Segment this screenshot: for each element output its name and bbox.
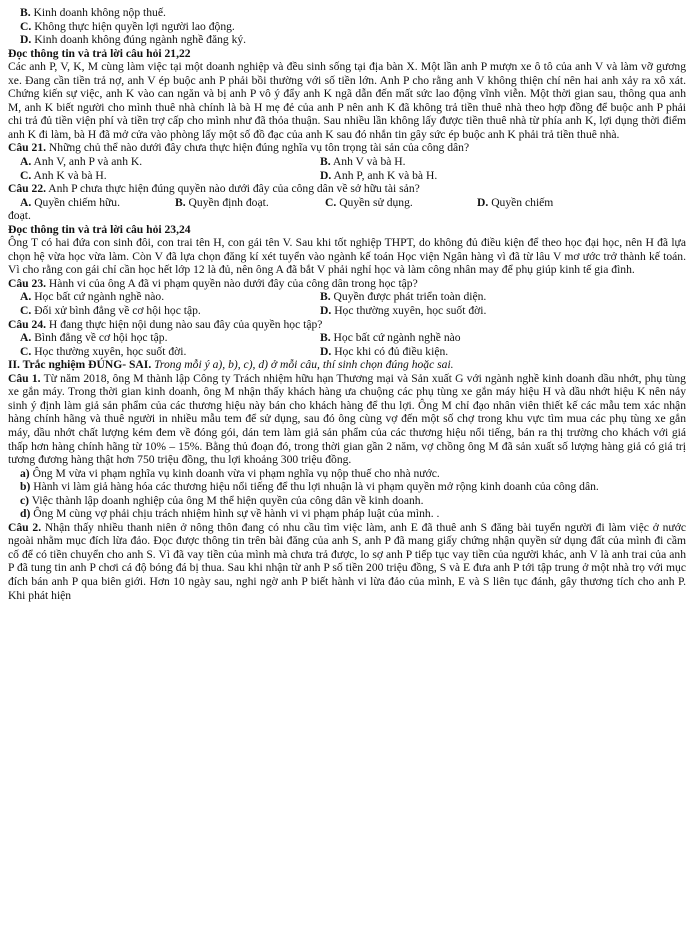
question-24-options-row1 <box>8 331 686 345</box>
option-d: D. Học khi có đủ điều kiện. <box>320 344 449 358</box>
question-23-options-row2 <box>8 304 686 318</box>
option-d: D. Anh P, anh K và bà H. <box>320 168 438 182</box>
tf-item-b: b) Hành vi làm giả hàng hóa các thương hiệu nổi tiếng để thu lợi nhuận là vi phạm quyền mở rộng kinh doanh của công dân. <box>20 480 599 494</box>
option-d-wrap: đoạt. <box>8 209 31 223</box>
option-a: A. Quyền chiếm hữu. <box>20 195 120 209</box>
option-c: C. Đối xử bình đẳng về cơ hội học tập. <box>20 304 201 318</box>
question-23: Câu 23. Hành vi của ông A đã vi phạm quyền nào dưới đây của công dân trong học tập? <box>8 276 418 290</box>
tf-item-c: c) Việc thành lập doanh nghiệp của ông M thể hiện quyền của công dân về kinh doanh. <box>20 493 424 507</box>
passage-21-22: Các anh P, V, K, M cùng làm việc tại một doanh nghiệp và đều sinh sống tại địa bàn X. Một lần anh P mượn xe ô tô của anh V và làm vỡ gương xe. Đang cần tiền trả nợ, anh V ép buộc anh P phải bồi thường với số tiền lớn. Anh P cho rằng anh V không thiện chí nên hai anh xảy ra xô xát. Chứng kiến sự việc, anh K vào can ngăn và bị anh P vô ý đẩy anh K ngã dẫn đến mất sức lao động vĩnh viễn. Một thời gian sau, thông qua anh M, anh K biết người cho mình thuê nhà chính là bà H mẹ đẻ của anh P nên anh K đã không trả tiền thuê nhà theo hợp đồng để buộc anh P phải chi trả đủ tiền viện phí và tiền trợ cấp cho mình như đã thỏa thuận. Sau nhiều lần không lấy được tiền thuê nhà từ phía anh K, lợi dụng thời điểm anh K đi làm, bà H đã mở cửa vào phòng lấy một số đồ đạc của anh K sau đó nhắn tin gây sức ép buộc anh K phải trả tiền thuê nhà. <box>8 60 686 141</box>
tf-question-1: Câu 1. Từ năm 2018, ông M thành lập Công ty Trách nhiệm hữu hạn Thương mại và Sản xuất G với ngành nghề kinh doanh dầu nhớt, phụ tùng xe gắn máy. Trong thời gian kinh doanh, ông M nhận thấy khách hàng ưa chuộng các phụ tùng xe gắn máy hiệu H và dầu nhớt hiệu K nên nảy sinh ý định làm giả sản phẩm của các thương hiệu này bán cho khách hàng để thu lợi. Ông M chỉ đạo nhân viên thiết kế các mẫu tem xác nhận hàng chính hãng và thuê người in nhiều mẫu tem để sử dụng, sau đó ông cùng vợ đến một số chợ trong khu vực tìm mua các phụ tùng xe gắn máy, dầu nhớt chất lượng kém đem về đóng gói, dán tem làm giả sản phẩm của các thương hiệu nổi tiếng, bán ra thị trường cho khách với giá thấp hơn hàng chính hãng từ 10% – 15%. Bằng thủ đoạn đó, trong thời gian gần 2 năm, vợ chồng ông M đã sản xuất số lượng hàng giả có giá trị tương đương hàng thật hơn 750 triệu đồng, thu lợi khoảng 300 triệu đồng. <box>8 371 686 467</box>
option-d: D. Học thường xuyên, học suốt đời. <box>320 304 487 318</box>
previous-question-options <box>8 6 686 47</box>
question-21-options-row2 <box>8 169 686 183</box>
tf-question-2: Câu 2. Nhận thấy nhiều thanh niên ở nông thôn đang có nhu cầu tìm việc làm, anh E đã thuê anh S đăng bài tuyển người đi làm việc ở nước ngoài nhằm mục đích lừa đảo. Đọc được thông tin trên bài đăng của anh S, anh P đã mang giấy chứng nhận quyền sử dụng đất của mình đi cầm cố để có tiền chuyển cho anh S. Vì đã vay tiền của mình mà chưa trả được, lo sợ anh P tiếp tục vay tiền của người khác, anh V là anh trai của anh P đã tung tin anh P chơi cá độ bóng đá bị thua. Sau khi nhận từ anh P số tiền 200 triệu đồng, S và E đưa anh P tới tập trung ở một nhà trọ với mục đích bán anh P qua biên giới. Hơn 10 ngày sau, nghi ngờ anh P biết hành vi lừa đảo của mình, E và S liên tục đánh, gây thương tích cho anh P. Khi phát hiện <box>8 520 686 602</box>
option-d: D. Quyền chiếm <box>477 195 554 209</box>
tf-item-d: d) Ông M cùng vợ phải chịu trách nhiệm hình sự về hành vi vi phạm pháp luật của mình. . <box>20 507 440 521</box>
option-a: A. Học bất cứ ngành nghề nào. <box>20 290 165 304</box>
section-heading-23-24: Đọc thông tin và trả lời câu hỏi 23,24 <box>8 222 191 236</box>
option-d: D. Kinh doanh không đúng ngành nghề đăng ký. <box>20 33 247 47</box>
option-a: A. Anh V, anh P và anh K. <box>20 155 143 169</box>
option-c: C. Học thường xuyên, học suốt đời. <box>20 344 187 358</box>
question-22: Câu 22. Anh P chưa thực hiện đúng quyền nào dưới đây của công dân về sở hữu tài sản? <box>8 182 420 196</box>
option-c: C. Quyền sử dụng. <box>325 195 413 209</box>
question-21-options-row1 <box>8 155 686 169</box>
question-21: Câu 21. Những chủ thể nào dưới đây chưa thực hiện đúng nghĩa vụ tôn trọng tài sản của công dân? <box>8 141 470 155</box>
passage-23-24: Ông T có hai đứa con sinh đôi, con trai tên H, con gái tên V. Sau khi tốt nghiệp THPT, do không đủ điều kiện để theo học đại học, nên H đã lựa chọn hệ vừa học vừa làm. Còn V đã lựa chọn đăng kí xét tuyển vào ngành kế toán Học viện Ngân hàng vì đã từ lâu V mơ ước trở thành kế toán. Vì cho rằng con gái chỉ cần học hết lớp 12 là đủ, nên ông A đã bắt V phải nghỉ học và làm công nhân may để phụ giúp kinh tế gia đình. <box>8 236 686 277</box>
question-23-options-row1 <box>8 290 686 304</box>
question-24: Câu 24. H đang thực hiện nội dung nào sau đây của quyền học tập? <box>8 317 323 331</box>
option-b: B. Quyền định đoạt. <box>175 195 269 209</box>
option-c: C. Anh K và bà H. <box>20 168 107 182</box>
option-b: B. Anh V và bà H. <box>320 155 406 169</box>
option-b: B. Kinh doanh không nộp thuế. <box>20 6 166 19</box>
question-22-options <box>8 196 686 210</box>
section-heading-21-22: Đọc thông tin và trả lời câu hỏi 21,22 <box>8 46 191 60</box>
option-b: B. Quyền được phát triển toàn diện. <box>320 290 487 304</box>
option-c: C. Không thực hiện quyền lợi người lao động. <box>20 19 235 33</box>
part2-heading: II. Trắc nghiệm ĐÚNG- SAI. Trong mỗi ý a), b), c), d) ở mỗi câu, thí sinh chọn đúng hoặc sai. <box>8 358 454 372</box>
tf-item-a: a) Ông M vừa vi phạm nghĩa vụ kinh doanh vừa vi phạm nghĩa vụ nộp thuế cho nhà nước. <box>20 466 440 480</box>
question-24-options-row2 <box>8 345 686 359</box>
option-a: A. Bình đẳng về cơ hội học tập. <box>20 331 168 345</box>
option-b: B. Học bất cứ ngành nghề nào <box>320 331 461 345</box>
